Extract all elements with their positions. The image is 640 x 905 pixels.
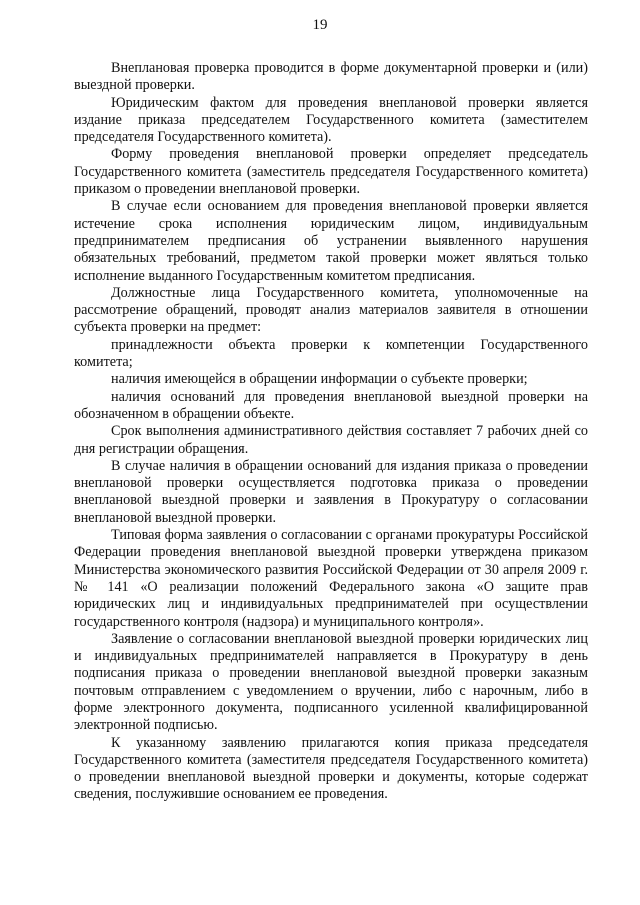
list-item-competence: принадлежности объекта проверки к компетенции Государственного комитета;: [74, 336, 588, 371]
paragraph-12: Заявление о согласовании внеплановой выездной проверки юридических лиц и индивидуальных предпринимателей направляется в Прокуратуру в день подписания приказа о проведении внеплановой выездной проверки заказным почтовым отправлением с уведомлением о вручении, либо с нарочным, либо в форме электронного документа, подписанного усиленной квалифицированной электронной подписью.: [74, 630, 588, 734]
paragraph-10: В случае наличия в обращении оснований для издания приказа о проведении внеплановой проверки осуществляется подготовка приказа о проведении внеплановой выездной проверки и заявления в Прокуратуру о согласовании внеплановой выездной проверки.: [74, 457, 588, 526]
document-body: [74, 60, 588, 804]
page-number: 19: [312, 17, 328, 33]
paragraph-5: Должностные лица Государственного комитета, уполномоченные на рассмотрение обращений, проводят анализ материалов заявителя в отношении субъекта проверки на предмет:: [74, 284, 588, 336]
paragraph-11: Типовая форма заявления о согласовании с органами прокуратуры Российской Федерации проведения внеплановой выездной проверки утверждена приказом Министерства экономического развития Российской Федерации от 30 апреля 2009 г. № 141 «О реализации положений Федерального закона «О защите прав юридических лиц и индивидуальных предпринимателей при осуществлении государственного контроля (надзора) и муниципального контроля».: [74, 527, 588, 630]
list-item-grounds: наличия оснований для проведения внеплановой выездной проверки на обозначенном в обращении объекте.: [74, 388, 588, 422]
paragraph-4: В случае если основанием для проведения внеплановой проверки является истечение срока исполнения юридическим лицом, индивидуальным предпринимателем предписания об устранении выявленного нарушения обязательных требований, предметом такой проверки может являться только исполнение выданного Государственным комитетом предписания.: [74, 198, 588, 284]
list-item-information: наличия имеющейся в обращении информации о субъекте проверки;: [111, 371, 528, 388]
paragraph-3: Форму проведения внеплановой проверки определяет председатель Государственного комитета (заместитель председателя Государственного комитета) приказом о проведении внеплановой проверки.: [74, 146, 588, 198]
paragraph-2: Юридическим фактом для проведения внеплановой проверки является издание приказа председателем Государственного комитета (заместителем председателя Государственного комитета).: [74, 94, 588, 146]
paragraph-13: К указанному заявлению прилагаются копия приказа председателя Государственного комитета (заместителя председателя Государственного комитета) о проведении внеплановой выездной проверки и документы, которые содержат сведения, послужившие основанием ее проведения.: [74, 734, 588, 803]
paragraph-1: Внеплановая проверка проводится в форме документарной проверки и (или) выездной проверки.: [74, 60, 588, 94]
paragraph-deadline: Срок выполнения административного действия составляет 7 рабочих дней со дня регистрации обращения.: [74, 423, 588, 457]
